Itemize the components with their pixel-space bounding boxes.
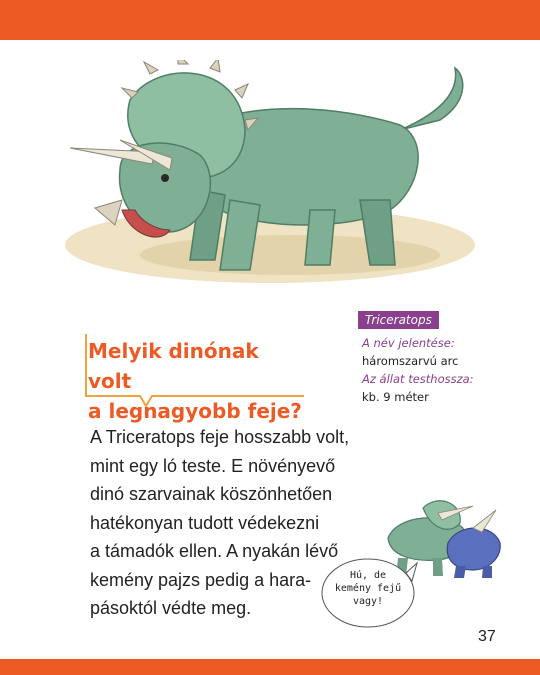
body-line: kemény pajzs pedig a hara- bbox=[90, 569, 312, 590]
bubble-line-3: vagy! bbox=[352, 596, 384, 607]
triceratops-illustration bbox=[60, 60, 485, 285]
body-line: hatékonyan tudott védekezni bbox=[90, 512, 320, 533]
bubble-line-2: kemény fejű bbox=[334, 583, 402, 594]
page-number: 37 bbox=[478, 628, 496, 645]
body-line: mint egy ló teste. E növényevő bbox=[90, 455, 336, 476]
bottom-orange-band bbox=[0, 659, 540, 675]
body-line: A Triceratops feje hosszabb volt, bbox=[90, 427, 350, 447]
species-tag: Triceratops bbox=[358, 311, 439, 329]
question-line-2: a legnagyobb feje? bbox=[88, 399, 302, 423]
length-value: kb. 9 méter bbox=[362, 390, 429, 404]
fact-box bbox=[362, 334, 512, 406]
name-meaning-label: A név jelentése: bbox=[362, 336, 455, 350]
speech-bubble-text bbox=[323, 569, 413, 608]
body-line: dinó szarvainak köszönhetően bbox=[90, 484, 333, 504]
length-label: Az állat testhossza: bbox=[362, 372, 474, 386]
top-orange-band bbox=[0, 0, 540, 40]
bubble-line-1: Hú, de bbox=[349, 570, 387, 581]
name-meaning-value: háromszarvú arc bbox=[362, 354, 459, 368]
question-line-1: Melyik dinónak volt bbox=[88, 339, 259, 393]
body-line: a támadók ellen. A nyakán lévő bbox=[90, 541, 339, 561]
body-line: pásoktól védte meg. bbox=[90, 598, 252, 618]
question-heading bbox=[88, 336, 308, 426]
